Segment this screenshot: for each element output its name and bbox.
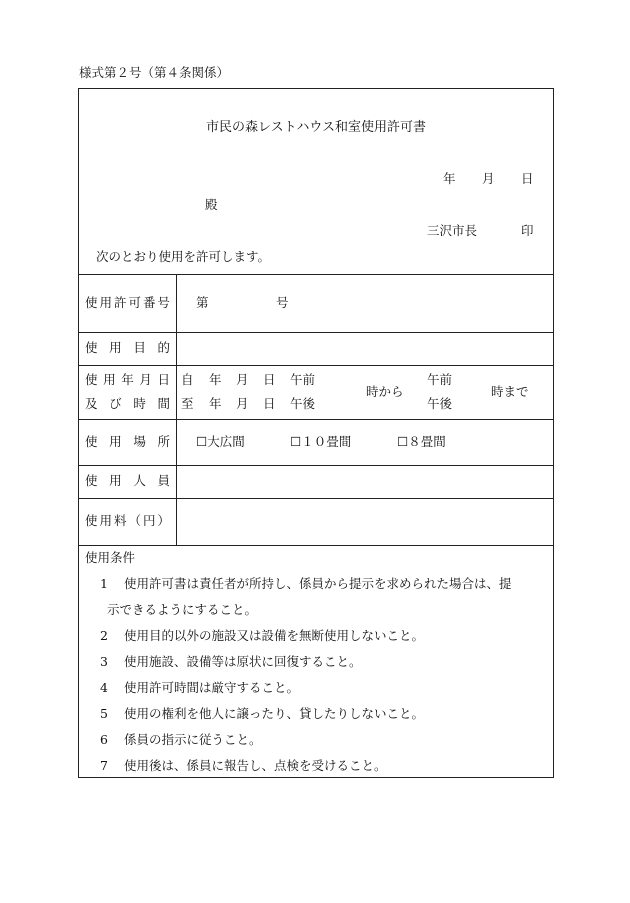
people-label: 使 用 人 員 — [85, 473, 170, 488]
purpose-label: 使 用 目 的 — [85, 340, 170, 355]
datetime-label-line2: 及 び 時 間 — [85, 396, 170, 411]
date-year-label: 年 — [443, 171, 456, 186]
condition-text: 使用後は、係員に報告し、点検を受けること。 — [124, 758, 387, 773]
fee-label: 使 用 料 （ 円 ） — [85, 513, 170, 528]
row-divider — [78, 332, 554, 333]
row-divider — [78, 419, 554, 420]
datetime-label-line1: 使 用 年 月 日 — [85, 372, 170, 387]
condition-text: 使用施設、設備等は原状に回復すること。 — [124, 654, 362, 669]
condition-number: 2 — [100, 628, 108, 643]
form-number: 様式第２号（第４条関係） — [79, 65, 230, 80]
issuer-name: 三沢市長 — [427, 223, 478, 238]
intro-text: 次のとおり使用を許可します。 — [96, 249, 271, 264]
condition-text: 使用許可時間は厳守すること。 — [124, 680, 300, 695]
from-suffix: 時から — [366, 384, 404, 399]
permit-number-label: 使 用 許 可 番 号 — [85, 295, 170, 310]
place-option-large-hall[interactable]: ☐大広間 — [196, 434, 245, 449]
row-divider — [78, 498, 554, 499]
condition-number: 5 — [100, 706, 108, 721]
column-divider — [176, 274, 177, 545]
condition-text-continued: 示できるようにすること。 — [107, 602, 258, 617]
to-day: 日 — [263, 396, 276, 411]
permit-number-suffix: 号 — [276, 295, 289, 310]
condition-text: 係員の指示に従うこと。 — [124, 732, 262, 747]
from-day: 日 — [263, 372, 276, 387]
from-am: 午前 — [290, 372, 316, 387]
to-year: 年 — [209, 396, 222, 411]
condition-text: 使用の権利を他人に譲ったり、貸したりしないこと。 — [124, 706, 425, 721]
to-am: 午前 — [427, 372, 453, 387]
date-day-label: 日 — [521, 171, 534, 186]
condition-number: 7 — [100, 758, 108, 773]
to-suffix: 時まで — [491, 384, 529, 399]
to-pm: 午後 — [427, 396, 453, 411]
place-option-10-tatami[interactable]: ☐１０畳間 — [290, 434, 352, 449]
from-month: 月 — [236, 372, 249, 387]
permit-number-prefix: 第 — [196, 295, 209, 310]
place-option-8-tatami[interactable]: ☐８畳間 — [397, 434, 446, 449]
condition-text: 使用許可書は責任者が所持し、係員から提示を求められた場合は、提 — [124, 576, 512, 591]
from-pm: 午後 — [290, 396, 316, 411]
date-month-label: 月 — [482, 171, 495, 186]
document-title: 市民の森レストハウス和室使用許可書 — [206, 120, 426, 135]
conditions-heading: 使用条件 — [85, 550, 136, 565]
condition-number: 6 — [100, 732, 108, 747]
row-divider — [78, 465, 554, 466]
seal-mark: 印 — [521, 223, 534, 238]
row-divider — [78, 274, 554, 275]
row-divider — [78, 545, 554, 546]
form-frame — [78, 88, 554, 778]
condition-text: 使用目的以外の施設又は設備を無断使用しないこと。 — [124, 628, 425, 643]
row-divider — [78, 365, 554, 366]
condition-number: 3 — [100, 654, 108, 669]
to-month: 月 — [236, 396, 249, 411]
addressee-suffix: 殿 — [205, 197, 218, 212]
to-word: 至 — [181, 396, 194, 411]
place-label: 使 用 場 所 — [85, 434, 170, 449]
from-word: 自 — [181, 372, 194, 387]
condition-number: 4 — [100, 680, 108, 695]
from-year: 年 — [209, 372, 222, 387]
condition-number: 1 — [100, 576, 108, 591]
